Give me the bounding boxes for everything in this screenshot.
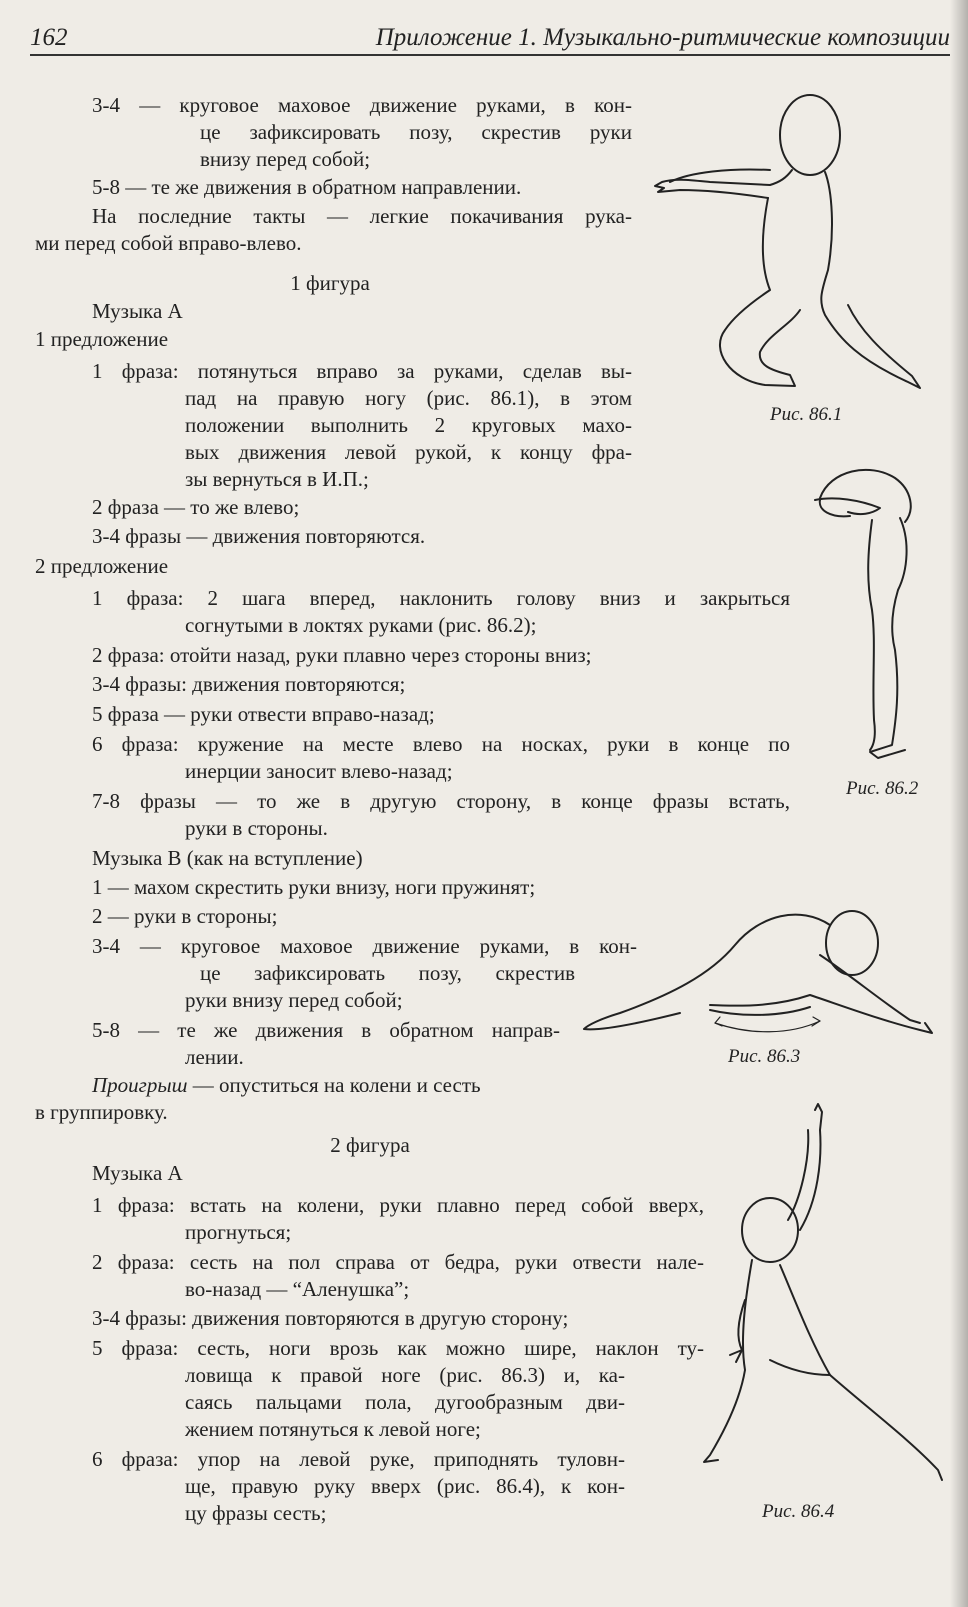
page-number: 162 (30, 24, 68, 51)
text-line: ми перед собой вправо-влево. (35, 231, 302, 255)
running-title: Приложение 1. Музыкально-ритмические композиции (375, 24, 950, 51)
text-line: лении. (185, 1045, 244, 1069)
text-line: 3-4 — круговое маховое движение руками, в кон- (92, 93, 632, 117)
text-line: 1 фраза: встать на колени, руки плавно перед собой вверх, (92, 1193, 704, 1217)
header-rule (30, 54, 950, 56)
text-line: прогнуться; (185, 1220, 292, 1244)
text-line: 6 фраза: кружение на месте влево на носках, руки в конце по (92, 732, 790, 756)
text-line: руки в стороны. (185, 816, 328, 840)
text-line: 3-4 фразы — движения повторяются. (92, 524, 426, 548)
figure-caption: Рис. 86.4 (762, 1501, 835, 1522)
music-label: Музыка А (92, 299, 183, 323)
figure-caption: Рис. 86.3 (728, 1046, 801, 1067)
text-line: зы вернуться в И.П.; (185, 467, 369, 491)
sentence-label: 2 предложение (35, 554, 169, 578)
text-line: 2 фраза: сесть на пол справа от бедра, руки отвести нале- (92, 1250, 704, 1274)
text-line: ще, правую руку вверх (рис. 86.4), к кон- (185, 1474, 625, 1498)
text-line: 1 — махом скрестить руки внизу, ноги пружинят; (92, 875, 536, 899)
text-line (92, 1072, 481, 1098)
text-line: согнутыми в локтях руками (рис. 86.2); (185, 613, 537, 637)
text-line: внизу перед собой; (200, 147, 371, 171)
text-line: 5-8 — те же движения в обратном направлении. (92, 175, 522, 199)
text-line: положении выполнить 2 круговых махо- (185, 413, 632, 437)
text-line: 2 фраза — то же влево; (92, 495, 300, 519)
figure-86-4 (700, 1100, 950, 1500)
text-line: инерции заносит влево-назад; (185, 759, 453, 783)
page-header (30, 18, 950, 58)
text-line: пад на правую ногу (рис. 86.1), в этом (185, 386, 632, 410)
figure-86-3 (580, 895, 950, 1045)
interlude-text: — опуститься на колени и сесть (187, 1073, 481, 1097)
text-line: 5 фраза — руки отвести вправо-назад; (92, 702, 435, 726)
section-heading: 2 фигура (330, 1133, 410, 1157)
interlude-term: Проигрыш (92, 1073, 188, 1097)
music-label: Музыка А (92, 1161, 183, 1185)
figure-caption: Рис. 86.1 (770, 404, 843, 425)
text-line: ловища к правой ноге (рис. 86.3) и, ка- (185, 1363, 625, 1387)
text-line: 3-4 — круговое маховое движение руками, в кон- (92, 934, 637, 958)
text-line: 6 фраза: упор на левой руке, приподнять туловн- (92, 1447, 625, 1471)
text-line: цу фразы сесть; (185, 1501, 327, 1525)
music-label: Музыка В (как на вступление) (92, 846, 363, 870)
text-line: 2 — руки в стороны; (92, 904, 278, 928)
text-line: 5-8 — те же движения в обратном направ- (92, 1018, 560, 1042)
text-line: 1 фраза: 2 шага вперед, наклонить голову вниз и закрыться (92, 586, 790, 610)
text-line: 5 фраза: сесть, ноги врозь как можно шире, наклон ту- (92, 1336, 704, 1360)
figure-caption: Рис. 86.2 (846, 778, 919, 799)
text-line: руки внизу перед собой; (185, 988, 403, 1012)
text-line: 3-4 фразы: движения повторяются в другую сторону; (92, 1306, 569, 1330)
sentence-label: 1 предложение (35, 327, 169, 351)
text-line: 1 фраза: потянуться вправо за руками, сделав вы- (92, 359, 632, 383)
text-line: це зафиксировать позу, скрестив руки (200, 120, 632, 144)
text-line: во-назад — “Аленушка”; (185, 1277, 410, 1301)
text-line: це зафиксировать позу, скрестив (200, 961, 575, 985)
section-heading: 1 фигура (290, 271, 370, 295)
page-edge-shadow (950, 0, 968, 1607)
figure-86-2 (800, 460, 940, 780)
text-line: саясь пальцами пола, дугообразным дви- (185, 1390, 625, 1414)
text-line: 3-4 фразы: движения повторяются; (92, 672, 406, 696)
text-line: жением потянуться к левой ноге; (185, 1417, 481, 1441)
text-line: вых движения левой рукой, к концу фра- (185, 440, 632, 464)
figure-86-1 (650, 90, 930, 400)
text-line: 7-8 фразы — то же в другую сторону, в конце фразы встать, (92, 789, 790, 813)
text-line: 2 фраза: отойти назад, руки плавно через стороны вниз; (92, 643, 592, 667)
text-line: На последние такты — легкие покачивания рука- (92, 204, 632, 228)
text-line: в группировку. (35, 1100, 168, 1124)
